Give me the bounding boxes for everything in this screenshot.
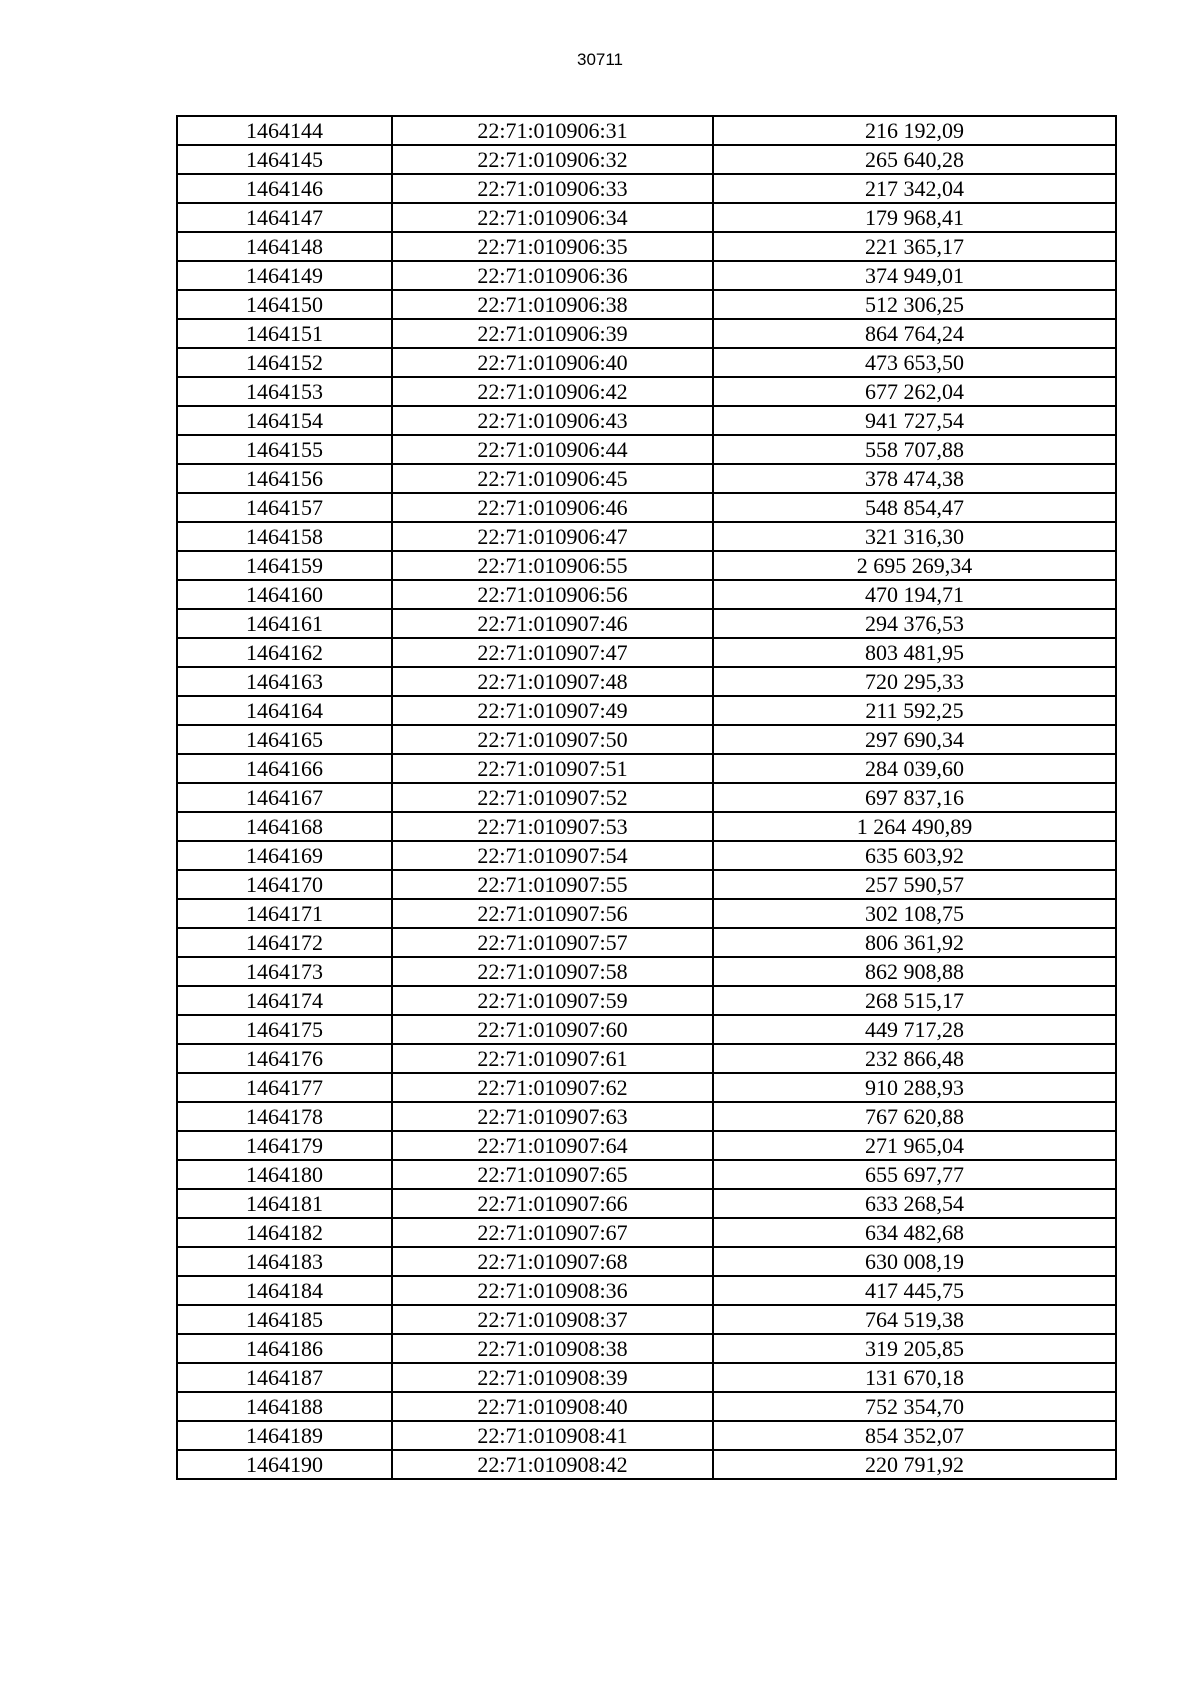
- table-row: [177, 812, 1116, 841]
- record-number-cell: 1464190: [177, 1450, 392, 1479]
- record-number-cell: 1464165: [177, 725, 392, 754]
- table-row: [177, 464, 1116, 493]
- record-number-cell: 1464152: [177, 348, 392, 377]
- cadastral-number-cell: 22:71:010907:66: [392, 1189, 713, 1218]
- table-row: [177, 1305, 1116, 1334]
- record-number-cell: 1464164: [177, 696, 392, 725]
- table-body: [177, 116, 1116, 1479]
- record-number-cell: 1464151: [177, 319, 392, 348]
- value-cell: 232 866,48: [713, 1044, 1116, 1073]
- table-row: [177, 928, 1116, 957]
- value-cell: 284 039,60: [713, 754, 1116, 783]
- record-number-cell: 1464160: [177, 580, 392, 609]
- record-number-cell: 1464173: [177, 957, 392, 986]
- record-number-cell: 1464172: [177, 928, 392, 957]
- cadastral-number-cell: 22:71:010907:63: [392, 1102, 713, 1131]
- record-number-cell: 1464175: [177, 1015, 392, 1044]
- cadastral-number-cell: 22:71:010906:46: [392, 493, 713, 522]
- record-number-cell: 1464144: [177, 116, 392, 145]
- value-cell: 321 316,30: [713, 522, 1116, 551]
- table-row: [177, 725, 1116, 754]
- table-row: [177, 232, 1116, 261]
- cadastral-number-cell: 22:71:010908:36: [392, 1276, 713, 1305]
- table-row: [177, 1044, 1116, 1073]
- cadastral-number-cell: 22:71:010906:33: [392, 174, 713, 203]
- cadastral-number-cell: 22:71:010906:42: [392, 377, 713, 406]
- record-number-cell: 1464168: [177, 812, 392, 841]
- value-cell: 655 697,77: [713, 1160, 1116, 1189]
- table-row: [177, 1131, 1116, 1160]
- cadastral-number-cell: 22:71:010907:56: [392, 899, 713, 928]
- table-row: [177, 580, 1116, 609]
- cadastral-number-cell: 22:71:010907:51: [392, 754, 713, 783]
- record-number-cell: 1464162: [177, 638, 392, 667]
- record-number-cell: 1464184: [177, 1276, 392, 1305]
- table-row: [177, 116, 1116, 145]
- record-number-cell: 1464186: [177, 1334, 392, 1363]
- cadastral-number-cell: 22:71:010907:61: [392, 1044, 713, 1073]
- table-row: [177, 1363, 1116, 1392]
- table-row: [177, 1247, 1116, 1276]
- record-number-cell: 1464155: [177, 435, 392, 464]
- value-cell: 297 690,34: [713, 725, 1116, 754]
- value-cell: 862 908,88: [713, 957, 1116, 986]
- table-row: [177, 522, 1116, 551]
- record-number-cell: 1464149: [177, 261, 392, 290]
- value-cell: 449 717,28: [713, 1015, 1116, 1044]
- value-cell: 470 194,71: [713, 580, 1116, 609]
- table-row: [177, 841, 1116, 870]
- value-cell: 216 192,09: [713, 116, 1116, 145]
- record-number-cell: 1464156: [177, 464, 392, 493]
- record-number-cell: 1464167: [177, 783, 392, 812]
- value-cell: 635 603,92: [713, 841, 1116, 870]
- value-cell: 720 295,33: [713, 667, 1116, 696]
- value-cell: 221 365,17: [713, 232, 1116, 261]
- record-number-cell: 1464182: [177, 1218, 392, 1247]
- table-row: [177, 609, 1116, 638]
- record-number-cell: 1464171: [177, 899, 392, 928]
- value-cell: 378 474,38: [713, 464, 1116, 493]
- value-cell: 211 592,25: [713, 696, 1116, 725]
- value-cell: 558 707,88: [713, 435, 1116, 464]
- record-number-cell: 1464177: [177, 1073, 392, 1102]
- table-row: [177, 1334, 1116, 1363]
- table-row: [177, 203, 1116, 232]
- cadastral-number-cell: 22:71:010907:52: [392, 783, 713, 812]
- value-cell: 910 288,93: [713, 1073, 1116, 1102]
- cadastral-number-cell: 22:71:010907:58: [392, 957, 713, 986]
- value-cell: 271 965,04: [713, 1131, 1116, 1160]
- data-table: [176, 115, 1117, 1480]
- table-row: [177, 1421, 1116, 1450]
- table-row: [177, 899, 1116, 928]
- cadastral-number-cell: 22:71:010906:55: [392, 551, 713, 580]
- value-cell: 2 695 269,34: [713, 551, 1116, 580]
- cadastral-number-cell: 22:71:010907:49: [392, 696, 713, 725]
- record-number-cell: 1464154: [177, 406, 392, 435]
- table-row: [177, 174, 1116, 203]
- value-cell: 752 354,70: [713, 1392, 1116, 1421]
- record-number-cell: 1464183: [177, 1247, 392, 1276]
- record-number-cell: 1464170: [177, 870, 392, 899]
- record-number-cell: 1464185: [177, 1305, 392, 1334]
- value-cell: 630 008,19: [713, 1247, 1116, 1276]
- value-cell: 548 854,47: [713, 493, 1116, 522]
- record-number-cell: 1464145: [177, 145, 392, 174]
- record-number-cell: 1464180: [177, 1160, 392, 1189]
- cadastral-number-cell: 22:71:010907:64: [392, 1131, 713, 1160]
- record-number-cell: 1464187: [177, 1363, 392, 1392]
- record-number-cell: 1464150: [177, 290, 392, 319]
- table-row: [177, 145, 1116, 174]
- cadastral-number-cell: 22:71:010906:44: [392, 435, 713, 464]
- cadastral-number-cell: 22:71:010907:50: [392, 725, 713, 754]
- cadastral-number-cell: 22:71:010906:31: [392, 116, 713, 145]
- record-number-cell: 1464159: [177, 551, 392, 580]
- table-row: [177, 290, 1116, 319]
- cadastral-number-cell: 22:71:010907:48: [392, 667, 713, 696]
- value-cell: 302 108,75: [713, 899, 1116, 928]
- table-row: [177, 783, 1116, 812]
- table-row: [177, 1450, 1116, 1479]
- table-row: [177, 261, 1116, 290]
- value-cell: 473 653,50: [713, 348, 1116, 377]
- cadastral-number-cell: 22:71:010906:56: [392, 580, 713, 609]
- table-row: [177, 1102, 1116, 1131]
- value-cell: 374 949,01: [713, 261, 1116, 290]
- cadastral-number-cell: 22:71:010907:53: [392, 812, 713, 841]
- record-number-cell: 1464158: [177, 522, 392, 551]
- value-cell: 319 205,85: [713, 1334, 1116, 1363]
- page-number: 30711: [576, 50, 623, 69]
- value-cell: 633 268,54: [713, 1189, 1116, 1218]
- value-cell: 767 620,88: [713, 1102, 1116, 1131]
- table-row: [177, 696, 1116, 725]
- cadastral-number-cell: 22:71:010906:47: [392, 522, 713, 551]
- value-cell: 677 262,04: [713, 377, 1116, 406]
- table-row: [177, 957, 1116, 986]
- cadastral-number-cell: 22:71:010906:34: [392, 203, 713, 232]
- record-number-cell: 1464161: [177, 609, 392, 638]
- record-number-cell: 1464169: [177, 841, 392, 870]
- table-row: [177, 319, 1116, 348]
- table-row: [177, 1073, 1116, 1102]
- value-cell: 417 445,75: [713, 1276, 1116, 1305]
- table-row: [177, 638, 1116, 667]
- value-cell: 217 342,04: [713, 174, 1116, 203]
- cadastral-number-cell: 22:71:010906:36: [392, 261, 713, 290]
- cadastral-number-cell: 22:71:010907:60: [392, 1015, 713, 1044]
- record-number-cell: 1464189: [177, 1421, 392, 1450]
- record-number-cell: 1464174: [177, 986, 392, 1015]
- record-number-cell: 1464178: [177, 1102, 392, 1131]
- value-cell: 764 519,38: [713, 1305, 1116, 1334]
- value-cell: 941 727,54: [713, 406, 1116, 435]
- record-number-cell: 1464157: [177, 493, 392, 522]
- table-row: [177, 986, 1116, 1015]
- cadastral-number-cell: 22:71:010906:32: [392, 145, 713, 174]
- cadastral-number-cell: 22:71:010906:45: [392, 464, 713, 493]
- cadastral-number-cell: 22:71:010907:54: [392, 841, 713, 870]
- value-cell: 634 482,68: [713, 1218, 1116, 1247]
- cadastral-number-cell: 22:71:010907:67: [392, 1218, 713, 1247]
- cadastral-number-cell: 22:71:010907:62: [392, 1073, 713, 1102]
- table-row: [177, 493, 1116, 522]
- record-number-cell: 1464163: [177, 667, 392, 696]
- record-number-cell: 1464188: [177, 1392, 392, 1421]
- record-number-cell: 1464176: [177, 1044, 392, 1073]
- table-row: [177, 377, 1116, 406]
- table-row: [177, 551, 1116, 580]
- value-cell: 1 264 490,89: [713, 812, 1116, 841]
- table-row: [177, 1218, 1116, 1247]
- record-number-cell: 1464147: [177, 203, 392, 232]
- record-number-cell: 1464179: [177, 1131, 392, 1160]
- cadastral-number-cell: 22:71:010907:65: [392, 1160, 713, 1189]
- table-row: [177, 870, 1116, 899]
- value-cell: 257 590,57: [713, 870, 1116, 899]
- cadastral-number-cell: 22:71:010908:40: [392, 1392, 713, 1421]
- cadastral-number-cell: 22:71:010908:42: [392, 1450, 713, 1479]
- value-cell: 864 764,24: [713, 319, 1116, 348]
- table-row: [177, 1392, 1116, 1421]
- value-cell: 803 481,95: [713, 638, 1116, 667]
- value-cell: 220 791,92: [713, 1450, 1116, 1479]
- value-cell: 131 670,18: [713, 1363, 1116, 1392]
- table-row: [177, 1276, 1116, 1305]
- cadastral-number-cell: 22:71:010908:41: [392, 1421, 713, 1450]
- cadastral-number-cell: 22:71:010906:38: [392, 290, 713, 319]
- cadastral-number-cell: 22:71:010907:55: [392, 870, 713, 899]
- value-cell: 294 376,53: [713, 609, 1116, 638]
- record-number-cell: 1464181: [177, 1189, 392, 1218]
- value-cell: 268 515,17: [713, 986, 1116, 1015]
- table-row: [177, 406, 1116, 435]
- cadastral-number-cell: 22:71:010907:47: [392, 638, 713, 667]
- table-row: [177, 348, 1116, 377]
- value-cell: 697 837,16: [713, 783, 1116, 812]
- cadastral-number-cell: 22:71:010907:46: [392, 609, 713, 638]
- table-row: [177, 754, 1116, 783]
- cadastral-number-cell: 22:71:010907:68: [392, 1247, 713, 1276]
- record-number-cell: 1464153: [177, 377, 392, 406]
- table-row: [177, 435, 1116, 464]
- cadastral-number-cell: 22:71:010906:43: [392, 406, 713, 435]
- cadastral-number-cell: 22:71:010908:37: [392, 1305, 713, 1334]
- value-cell: 854 352,07: [713, 1421, 1116, 1450]
- cadastral-number-cell: 22:71:010908:38: [392, 1334, 713, 1363]
- record-number-cell: 1464148: [177, 232, 392, 261]
- value-cell: 179 968,41: [713, 203, 1116, 232]
- record-number-cell: 1464166: [177, 754, 392, 783]
- record-number-cell: 1464146: [177, 174, 392, 203]
- cadastral-number-cell: 22:71:010908:39: [392, 1363, 713, 1392]
- cadastral-number-cell: 22:71:010907:57: [392, 928, 713, 957]
- cadastral-number-cell: 22:71:010907:59: [392, 986, 713, 1015]
- table-row: [177, 667, 1116, 696]
- cadastral-number-cell: 22:71:010906:35: [392, 232, 713, 261]
- value-cell: 512 306,25: [713, 290, 1116, 319]
- cadastral-number-cell: 22:71:010906:39: [392, 319, 713, 348]
- table-row: [177, 1160, 1116, 1189]
- table-row: [177, 1189, 1116, 1218]
- value-cell: 806 361,92: [713, 928, 1116, 957]
- cadastral-number-cell: 22:71:010906:40: [392, 348, 713, 377]
- table-row: [177, 1015, 1116, 1044]
- value-cell: 265 640,28: [713, 145, 1116, 174]
